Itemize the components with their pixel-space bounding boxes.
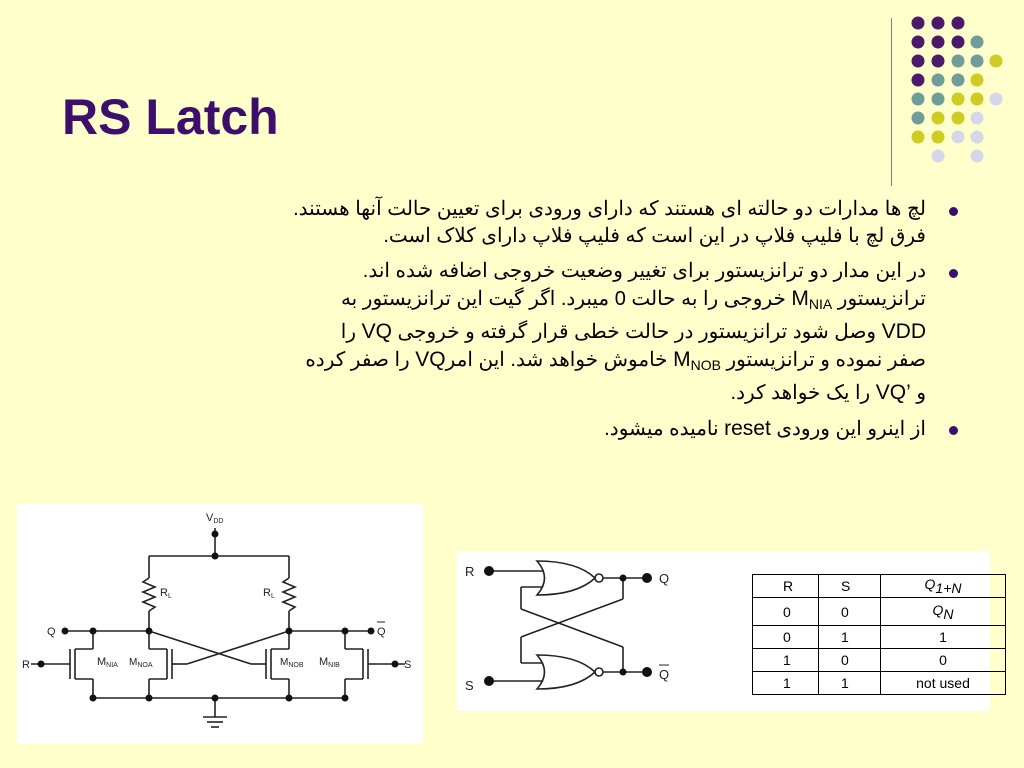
- q-label: Q: [47, 626, 56, 638]
- bullet-item-1: [66, 196, 966, 250]
- header-q-next: $Q_{1+N}$: [881, 575, 1006, 598]
- m-noa-label: $M_{NOA}$: [129, 657, 153, 669]
- bullet-2-line-2: ترانزیستور $M_{NIA}$ خروجی را به حالت 0 میبرد. اگر گیت این ترانزیستور به: [340, 287, 926, 312]
- bullet-1-line-1: لچ ها مدارات دو حالته ای هستند که دارای ورودی برای تعیین حالت آنها هستند.: [293, 198, 926, 220]
- m-nia-label: MNIA: [97, 656, 118, 669]
- header-s: S: [819, 575, 881, 598]
- table-row: 1 0 0: [753, 649, 1006, 672]
- bullet-dot-icon: [949, 269, 958, 278]
- s-input-label: S: [404, 659, 412, 671]
- bullet-2-line-4: صفر نموده و ترانزیستور $M_{NOB}$ خاموش خواهد شد. این امرVQ را صفر کرده: [305, 348, 926, 373]
- gate-q-label: Q: [659, 571, 670, 586]
- bullet-dot-icon: [949, 426, 958, 435]
- table-header-row: [753, 575, 1006, 598]
- truth-table: [752, 574, 1006, 695]
- gate-qbar-label: Q: [659, 667, 670, 682]
- slide-body: [66, 196, 966, 451]
- qbar-label: Q: [377, 626, 386, 638]
- gate-r-label: R: [465, 564, 475, 579]
- vdd-label: VDD: [206, 512, 224, 525]
- header-r: R: [753, 575, 819, 598]
- m-nib-label: MNIB: [319, 656, 340, 669]
- transistor-circuit-diagram: [17, 504, 423, 744]
- bullet-item-2: [66, 258, 966, 407]
- m-nob-label: $M_{NOB}$: [280, 657, 304, 669]
- rl-right-label: RL: [263, 587, 275, 600]
- bullet-item-3: [66, 415, 966, 443]
- table-row: 0 1 1: [753, 626, 1006, 649]
- bullet-3-line-1: از اینرو این ورودی reset نامیده میشود.: [604, 417, 926, 440]
- bullet-2-line-3: VDD وصل شود ترانزیستور در حالت خطی قرار گرفته و خروجی VQ را: [340, 320, 926, 343]
- table-row: 1 1 not used: [753, 672, 1006, 695]
- bullet-2-line-1: در این مدار دو ترانزیستور برای تغییر وضعیت خروجی اضافه شده اند.: [362, 260, 926, 282]
- r-input-label: R: [22, 659, 30, 671]
- slide-title: RS Latch: [62, 89, 279, 145]
- bullet-dot-icon: [949, 207, 958, 216]
- rl-left-label: RL: [160, 587, 172, 600]
- bullet-2-line-5: و VQ’ را یک خواهد کرد.: [730, 381, 926, 404]
- table-row: 0 0 $Q_N$: [753, 598, 1006, 626]
- gate-s-label: S: [465, 678, 474, 693]
- title-divider-line: [891, 18, 892, 186]
- bullet-1-line-2: فرق لچ با فلیپ فلاپ در این است که فلیپ فلاپ دارای کلاک است.: [383, 225, 926, 247]
